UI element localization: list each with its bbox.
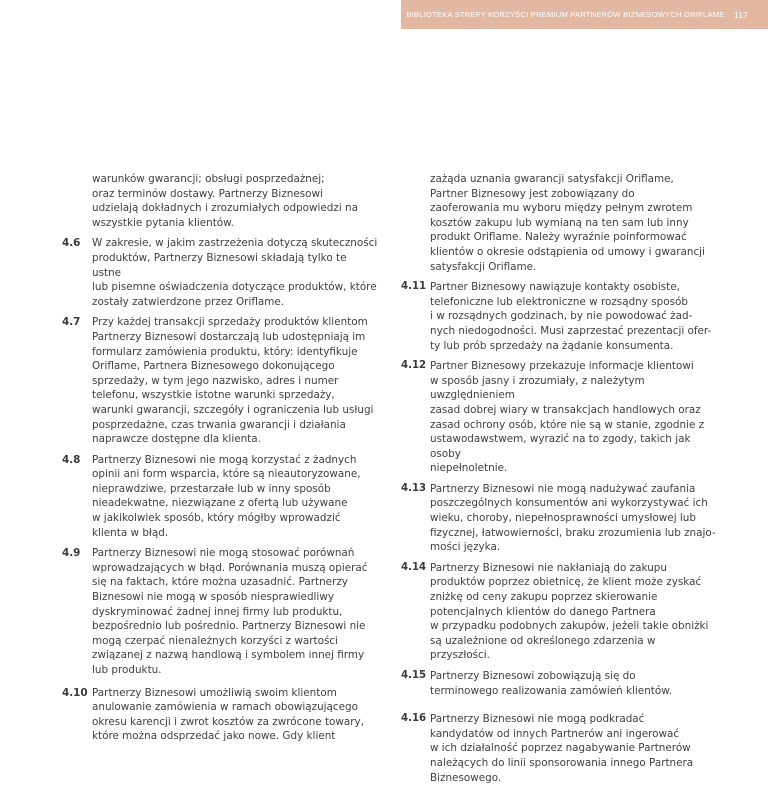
clause-text: Partnerzy Biznesowi nie mogą nadużywać zaufania poszczególnych konsumentów ani wykorzystywać ich wieku, choroby, niepełnosprawności umysłowej lub fizycznej, łatwowierności, braku zrozumienia lub znajo- mości języka. — [430, 482, 716, 554]
clause-number: 4.8 — [62, 453, 81, 466]
clause-text: Partnerzy Biznesowi nie nakłaniają do zakupu produktów poprzez obietnicę, że klient może zyskać zniżkę od ceny zakupu poprzez skierowanie potencjalnych klientów do danego Partnera w przypadku podobnych zakupów, jeżeli takie obniżki są uzależnione od określonego zdarzenia w przyszłości. — [430, 561, 709, 662]
clause-4-10 — [62, 686, 378, 744]
clause-number: 4.15 — [401, 670, 427, 681]
clause-text: Partner Biznesowy przekazuje informacje klientowi w sposób jasny i zrozumiały, z należytym uwzględnieniem zasad dobrej wiary w transakcjach handlowych oraz zasad ochrony osób, które nie są w stanie, zgodnie z ustawodawstwem, wyrazić na to zgody, takich jak osoby niepełnoletnie. — [430, 360, 705, 475]
clause-text: Partnerzy Biznesowi umożliwią swoim klientom anulowanie zamówienia w ramach obowiązującego okresu karencji i zwrot kosztów za zwrócone towary, które można odsprzedać jako nowe. Gdy klient — [92, 686, 364, 743]
clause-number: 4.14 — [401, 561, 427, 573]
clause-text: Partnerzy Biznesowi nie mogą korzystać z żadnych opinii ani form wsparcia, które są nieautoryzowane, nieprawdziwe, przestarzałe lub w inny sposób nieadekwatne, niezwiązane z ofertą lub używane w jakikolwiek sposób, który mógłby wprowadzić klienta w błąd. — [92, 453, 361, 539]
clause-number: 4.7 — [62, 316, 81, 329]
clause-number: 4.10 — [62, 686, 88, 699]
clause-number: 4.9 — [62, 547, 81, 560]
clause-4-14 — [401, 561, 717, 663]
clause-number: 4.16 — [401, 713, 427, 725]
clause-continuation — [62, 172, 378, 230]
clause-text: Partner Biznesowy nawiązuje kontakty osobiste, telefoniczne lub elektroniczne w rozsądny sposób i w rozsądnych godzinach, by nie powodować żad- nych niedogodności. Musi zaprzestać prezentacji ofer- ty lub prób sprzedaży na żądanie konsumenta. — [430, 281, 712, 352]
clause-4-7 — [62, 315, 378, 446]
clause-4-12 — [401, 359, 717, 476]
clause-continuation — [401, 172, 717, 274]
clause-4-9 — [62, 546, 378, 677]
clause-text: Przy każdej transakcji sprzedaży produktów klientom Partnerzy Biznesowi dostarczają lub udostępniają im formularz zamówienia produktu, który: identyfikuje Oriflame, Partnera Biznesowego dokonującego sprzedaży, w tym jego nazwisko, adres i numer telefonu, wszystkie istotne warunki sprzedaży, warunki gwarancji, szczegóły i ograniczenia lub usługi posprzedażne, czas trwania gwarancji i działania naprawcze dostępne dla klienta. — [92, 316, 374, 446]
clause-text: Partnerzy Biznesowi nie mogą stosować porównań wprowadzających w błąd. Porównania muszą opierać się na faktach, które można uzasadnić. Partnerzy Biznesowi nie mogą w sposób niesprawiedliwy dyskryminować żadnej innej firmy lub produktu, bezpośrednio lub pośrednio. Partnerzy Biznesowi nie mogą czerpać nienależnych korzyści z wartości związanej z nazwą handlową i symbolem innej firmy lub produktu. — [92, 547, 368, 676]
clause-text: W zakresie, w jakim zastrzeżenia dotyczą skuteczności produktów, Partnerzy Biznesowi składają tylko te ustne lub pisemne oświadczenia dotyczące produktów, które zostały zatwierdzone przez Oriflame. — [92, 237, 378, 308]
clause-number: 4.12 — [401, 360, 427, 372]
left-column — [62, 172, 378, 744]
clause-text: Partnerzy Biznesowi zobowiązują się do terminowego realizowania zamówień klientów. — [430, 670, 673, 697]
clause-number: 4.6 — [62, 237, 81, 250]
clause-4-6 — [62, 236, 378, 309]
clause-4-16 — [401, 712, 717, 785]
running-header-title: BIBLIOTEKA STREFY KORZYŚCI PREMIUM PARTNERÓW BIZNESOWYCH ORIFLAME — [406, 10, 725, 19]
clause-text: zażąda uznania gwarancji satysfakcji Oriflame, Partner Biznesowy jest zobowiązany do zaoferowania mu wyboru między pełnym zwrotem kosztów zakupu lub wymianą na ten sam lub inny produkt Oriflame. Należy wyraźnie poinformować klientów o okresie odstąpienia od umowy i gwarancji satysfakcji Oriflame. — [430, 173, 705, 273]
page-number: 117 — [734, 9, 748, 20]
clause-4-13 — [401, 482, 717, 555]
right-column — [401, 172, 717, 785]
clause-text: Partnerzy Biznesowi nie mogą podkradać kandydatów od innych Partnerów ani ingerować w ich działalność poprzez nagabywanie Partnerów należących do linii sponsorowania innego Partnera Biznesowego. — [430, 713, 694, 784]
header-bar — [401, 0, 768, 29]
clause-4-11 — [401, 280, 717, 353]
clause-text: warunków gwarancji; obsługi posprzedażnej; oraz terminów dostawy. Partnerzy Biznesowi udzielają dokładnych i zrozumiałych odpowiedzi na wszystkie pytania klientów. — [92, 173, 358, 229]
clause-4-15 — [401, 669, 717, 698]
clause-number: 4.13 — [401, 482, 427, 494]
clause-number: 4.11 — [401, 281, 427, 293]
clause-4-8 — [62, 453, 378, 541]
